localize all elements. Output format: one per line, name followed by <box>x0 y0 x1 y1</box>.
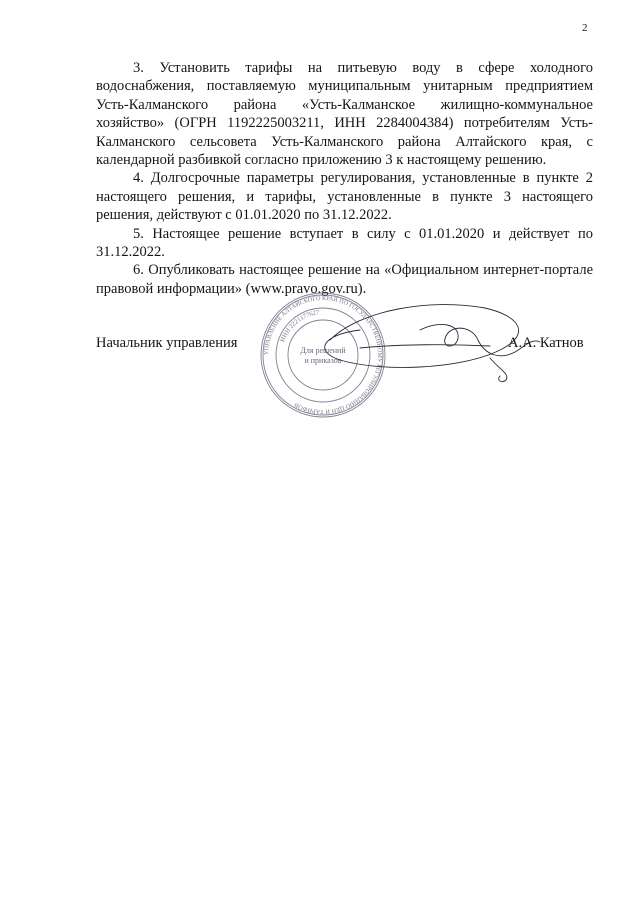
signatory-title: Начальник управления <box>96 335 238 351</box>
seal-outer-text: УПРАВЛЕНИЕ АЛТАЙСКОГО КРАЯ ПО ГОСУДАРСТВЕННОМУ РЕГУЛИРОВАНИЮ ЦЕН И ТАРИФОВ <box>262 294 384 416</box>
paragraph-item-4: 4. Долгосрочные параметры регулирования, установленные в пункте 2 настоящего решения, и тарифы, установленные в пункте 3 настоящего решения, действуют с 01.01.2020 по 31.12.2022. <box>96 170 593 224</box>
page-number: 2 <box>582 22 588 34</box>
seal-center-line-1: Для решений <box>300 346 346 355</box>
paragraph-item-5: 5. Настоящее решение вступает в силу с 01.01.2020 и действует по 31.12.2022. <box>96 225 593 261</box>
paragraph-item-3: 3. Установить тарифы на питьевую воду в сфере холодного водоснабжения, поставляемую муниципальным унитарным предприятием Усть-Калманского района «Усть-Калманское жилищно-коммунальное хозяйство» (ОГРН 1192225003211, ИНН 2284004384) потребителям Усть-Калманского сельсовета Усть-Калманского района Алтайского края, с календарной разбивкой согласно приложению 3 к настоящему решению. <box>96 60 593 169</box>
decision-body <box>96 59 593 298</box>
signatory-name: А.А. Катнов <box>508 335 584 351</box>
paragraph-item-6: 6. Опубликовать настоящее решение на «Официальном интернет-портале правовой информации» (www.pravo.gov.ru). <box>96 262 593 297</box>
seal-center-line-2: и приказов <box>304 356 342 365</box>
seal-inn-text: ИНН 2221177627 <box>279 309 320 344</box>
